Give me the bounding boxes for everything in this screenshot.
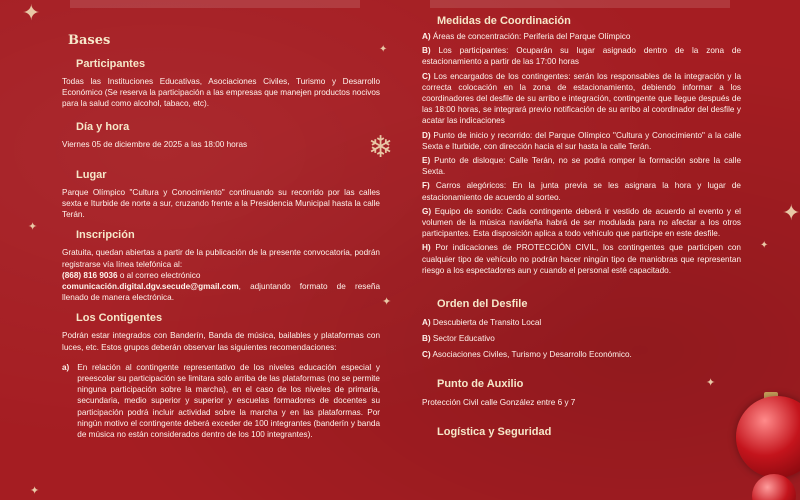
orden-item [422,349,741,360]
item-label: C) [422,71,431,81]
star-icon: ✦ [30,485,40,497]
item-text: Los encargados de los contingentes: serán los responsables de la integración y la correcta colocación en la zona de estacionamiento, debiendo informar a los coordinadores del desfile de su arribo e integración, contingente que llegue después de las 18:00 horas, se integrará previo notificación de su arribo al coordinador del desfile y acatar las indicaciones [422,71,742,126]
orden-item [422,317,741,328]
item-label: C) [422,350,431,360]
medidas-item [422,31,741,42]
medidas-item [422,130,741,152]
item-text: Punto de inicio y recorrido: del Parque Olímpico "Cultura y Conocimiento" a la calle Sexta e Iturbide, con dirección hacia el sur hasta la calle Terán. [422,130,741,151]
medidas-item [422,71,741,127]
contigentes-item-a [62,362,380,440]
participantes-heading: Participantes [76,58,146,70]
item-label: B) [422,334,431,344]
inscripcion-heading: Inscripción [76,229,135,242]
lugar-heading: Lugar [76,168,107,181]
medidas-item [422,155,741,177]
inscripcion-text-2: o al correo electrónico [119,270,201,280]
item-text: Punto de disloque: Calle Terán, no se podrá romper la formación sobre la calle Sexta. [422,156,741,177]
orden-item [422,333,741,344]
medidas-heading: Medidas de Coordinación [437,15,571,27]
item-label: G) [422,206,432,216]
inscripcion-text [62,247,380,303]
medidas-item [422,242,741,276]
item-text: Equipo de sonido: Cada contingente deberá ir vestido de acuerdo al evento y el volumen de la música navideña habrá de ser modulada para no afectar a los otros participantes. Esta disposición aplica a todo vehículo que participe en este desfile. [422,206,741,239]
dia-hora-text: Viernes 05 de diciembre de 2025 a las 18:00 horas [62,139,248,149]
item-text: Por indicaciones de PROTECCIÓN CIVIL, los contingentes que participen con cualquier tipo de vehículo no podrán hacer ningún tipo de maniobras que representan riesgo a los espectadores aun y cuando el personal esté capacitado. [422,243,741,275]
email-address: comunicación.digital.dgv.secude@gmail.com [62,282,239,292]
star-icon: ✦ [22,0,41,25]
item-text: Carros alegóricos: En la junta previa se les asignara la hora y lugar de estacionamiento de acuerdo al sorteo. [422,181,741,202]
contigentes-text: Podrán estar integrados con Banderín, Banda de música, bailables y plataformas con luces, etc. Estos grupos deberán observar las siguientes recomendaciones: [62,331,380,352]
item-label: B) [422,46,431,56]
lugar-text: Parque Olímpico "Cultura y Conocimiento" continuando su recorrido por las calles sexta e Iturbide de norte a sur, cruzando frente a la Presidencia Municipal hasta la calle Terán. [62,187,380,220]
star-icon: ✦ [382,296,392,308]
star-icon: ✦ [782,200,800,225]
star-icon: ✦ [379,44,388,55]
snowflake-icon: ❄ [368,131,394,164]
star-icon: ✦ [760,240,769,251]
medidas-item [422,180,741,202]
medidas-item [422,206,741,240]
item-text: Asociaciones Civiles, Turismo y Desarrollo Económico. [432,350,632,360]
left-column [58,0,380,440]
auxilio-text: Protección Civil calle González entre 6 y 7 [422,397,576,407]
phone-number: (868) 816 9036 [62,270,118,280]
item-label: A) [422,318,431,328]
item-label: F) [422,181,430,191]
item-text: Áreas de concentración: Periferia del Parque Olímpico [432,32,631,41]
dia-hora-heading: Día y hora [76,120,130,133]
star-icon: ✦ [28,221,38,233]
orden-heading: Orden del Desfile [437,298,528,311]
item-a-text: En relación al contingente representativo de los niveles educación especial y preescolar su participación se limitara solo arriba de las plataformas (no se permite ninguna participación sobre la marcha), en el caso de los niveles de primaria, secundaria, medio superior y superior y escuelas formadores de docentes su participación podrá incluir actividad sobre la marcha y en las plataformas. Por ningún motivo el contingente deberá exceder de 100 integrantes (banderín y banda de música no están considerados dentro de los 100 integrantes). [77,362,380,440]
contigentes-heading: Los Contigentes [76,312,163,325]
participantes-text: Todas las Instituciones Educativas, Asociaciones Civiles, Turismo y Desarrollo Económico (Se reserva la participación a las empresas que manejen productos nocivos para la salud como alcohol, tabaco, etc). [62,77,380,109]
bases-title: Bases [68,33,111,48]
auxilio-heading: Punto de Auxilio [437,377,524,390]
medidas-item [422,45,741,67]
inscripcion-text-3: , adjuntando formato de reseña llenado de manera electrónica. [62,282,380,303]
christmas-ornament-icon [736,396,800,478]
item-text: Los participantes: Ocuparán su lugar asignado dentro de la zona de estacionamiento a partir de las 17:00 horas [422,46,741,67]
item-label: E) [422,156,431,166]
right-column [419,0,741,438]
item-label: H) [422,243,431,253]
item-text: Descubierta de Transito Local [432,318,542,328]
logistica-heading: Logística y Seguridad [437,425,552,438]
inscripcion-text-1: Gratuita, quedan abiertas a partir de la publicación de la presente convocatoria, podrán registrarse vía línea telefónica al: [62,248,380,269]
christmas-ornament-icon [752,474,796,500]
item-label: A) [422,32,431,41]
star-icon: ✦ [706,377,716,389]
item-text: Sector Educativo [432,334,495,344]
item-label: D) [422,130,431,140]
item-a-label: a) [62,362,70,372]
